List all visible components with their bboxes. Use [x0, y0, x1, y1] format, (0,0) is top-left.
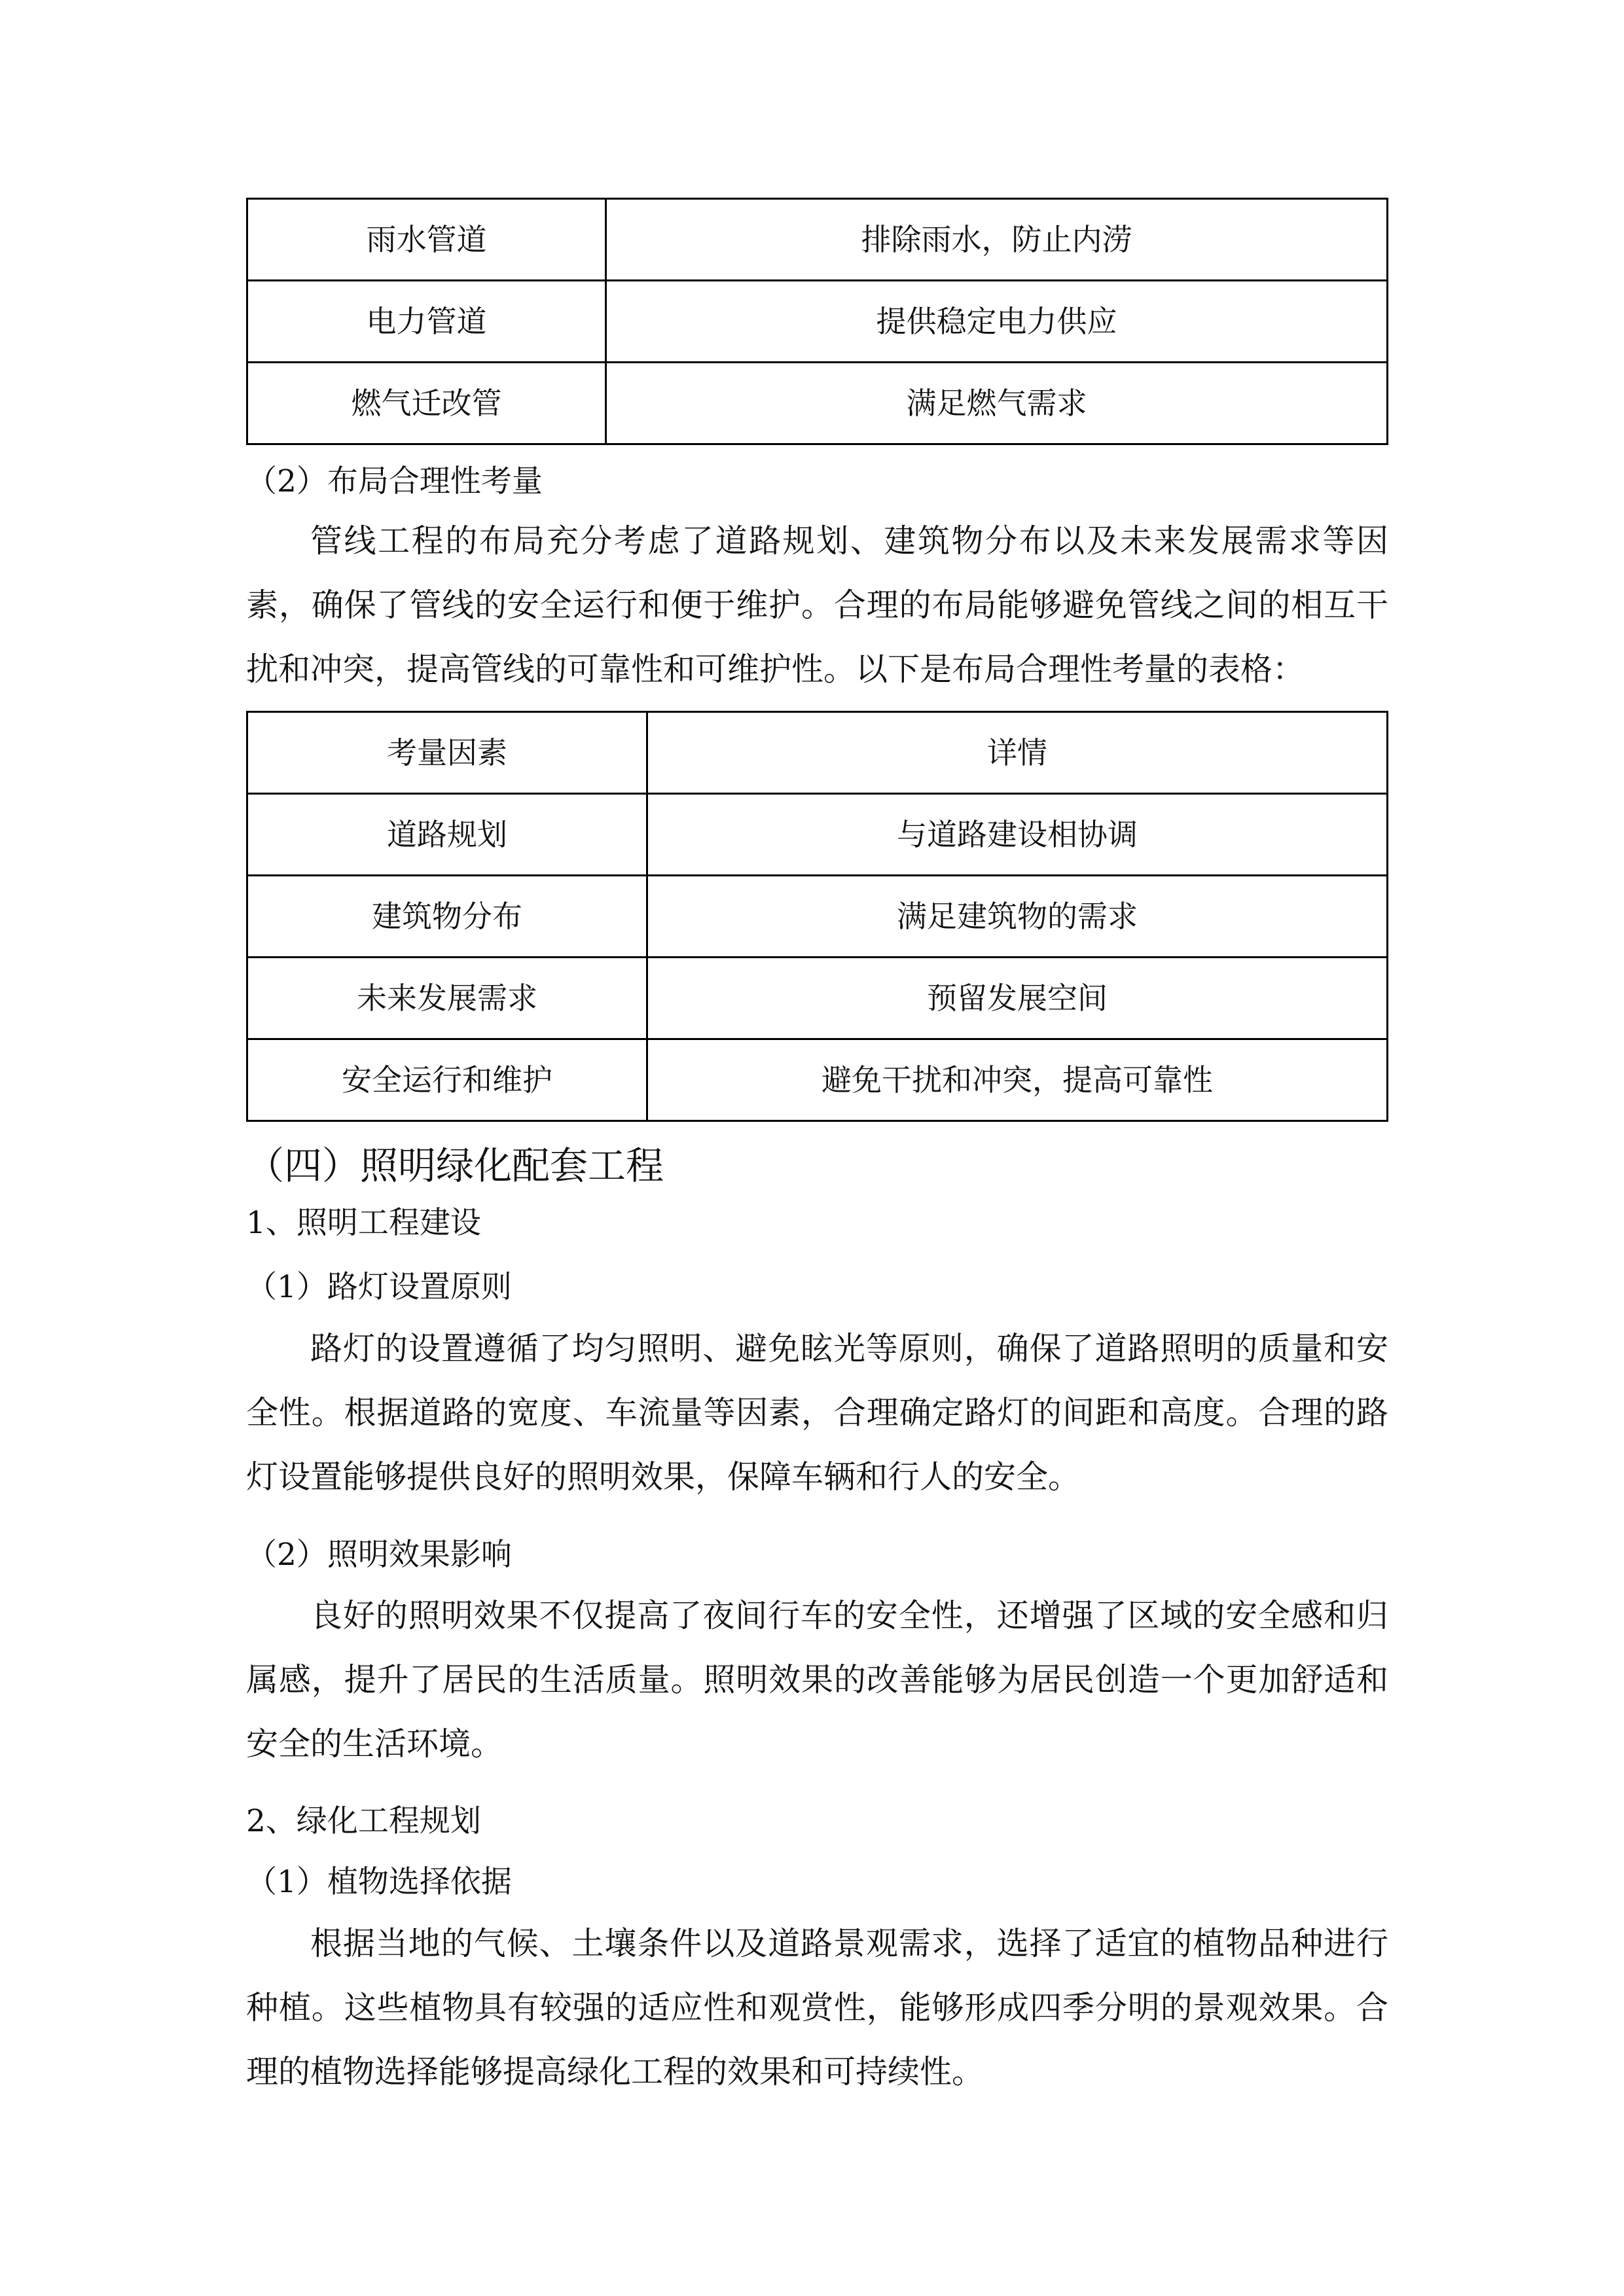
table-cell: 满足建筑物的需求	[647, 876, 1388, 958]
table-cell: 电力管道	[247, 281, 606, 363]
factor-table	[246, 711, 1388, 1122]
table-row	[247, 876, 1388, 958]
subsection-title: 1、照明工程建设	[246, 1205, 481, 1241]
table-row	[247, 794, 1388, 876]
table-cell: 建筑物分布	[247, 876, 647, 958]
table-cell: 满足燃气需求	[606, 363, 1388, 444]
table-header-cell: 详情	[647, 712, 1388, 794]
subsection-title: 2、绿化工程规划	[246, 1803, 481, 1839]
body-paragraph: 良好的照明效果不仅提高了夜间行车的安全性，还增强了区域的安全感和归属感，提升了居民的生活质量。照明效果的改善能够为居民创造一个更加舒适和安全的生活环境。	[246, 1597, 1388, 1763]
table-cell: 避免干扰和冲突，提高可靠性	[647, 1039, 1388, 1121]
table-row	[247, 958, 1388, 1039]
table-cell: 排除雨水，防止内涝	[606, 199, 1388, 281]
table-row	[247, 199, 1388, 281]
table-cell: 与道路建设相协调	[647, 794, 1388, 876]
table-cell: 未来发展需求	[247, 958, 647, 1039]
subsection-title: （1）路灯设置原则	[246, 1269, 512, 1305]
body-paragraph: 管线工程的布局充分考虑了道路规划、建筑物分布以及未来发展需求等因素，确保了管线的安全运行和便于维护。合理的布局能够避免管线之间的相互干扰和冲突，提高管线的可靠性和可维护性。以下是布局合理性考量的表格：	[246, 522, 1388, 688]
pipe-table	[246, 198, 1388, 445]
section-heading: （四）照明绿化配套工程	[246, 1143, 664, 1188]
table-cell: 提供稳定电力供应	[606, 281, 1388, 363]
subsection-title: （2）照明效果影响	[246, 1537, 512, 1573]
table-cell: 燃气迁改管	[247, 363, 606, 444]
table-cell: 道路规划	[247, 794, 647, 876]
table-cell: 雨水管道	[247, 199, 606, 281]
table-header-cell: 考量因素	[247, 712, 647, 794]
body-paragraph: 路灯的设置遵循了均匀照明、避免眩光等原则，确保了道路照明的质量和安全性。根据道路的宽度、车流量等因素，合理确定路灯的间距和高度。合理的路灯设置能够提供良好的照明效果，保障车辆和行人的安全。	[246, 1330, 1388, 1496]
table-row	[247, 363, 1388, 444]
table-row	[247, 281, 1388, 363]
body-paragraph: 根据当地的气候、土壤条件以及道路景观需求，选择了适宜的植物品种进行种植。这些植物具有较强的适应性和观赏性，能够形成四季分明的景观效果。合理的植物选择能够提高绿化工程的效果和可持续性。	[246, 1925, 1388, 2090]
table-cell: 预留发展空间	[647, 958, 1388, 1039]
subsection-title: （2）布局合理性考量	[246, 463, 543, 499]
table-header-row	[247, 712, 1388, 794]
table-cell: 安全运行和维护	[247, 1039, 647, 1121]
subsection-title: （1）植物选择依据	[246, 1864, 512, 1900]
table-row	[247, 1039, 1388, 1121]
